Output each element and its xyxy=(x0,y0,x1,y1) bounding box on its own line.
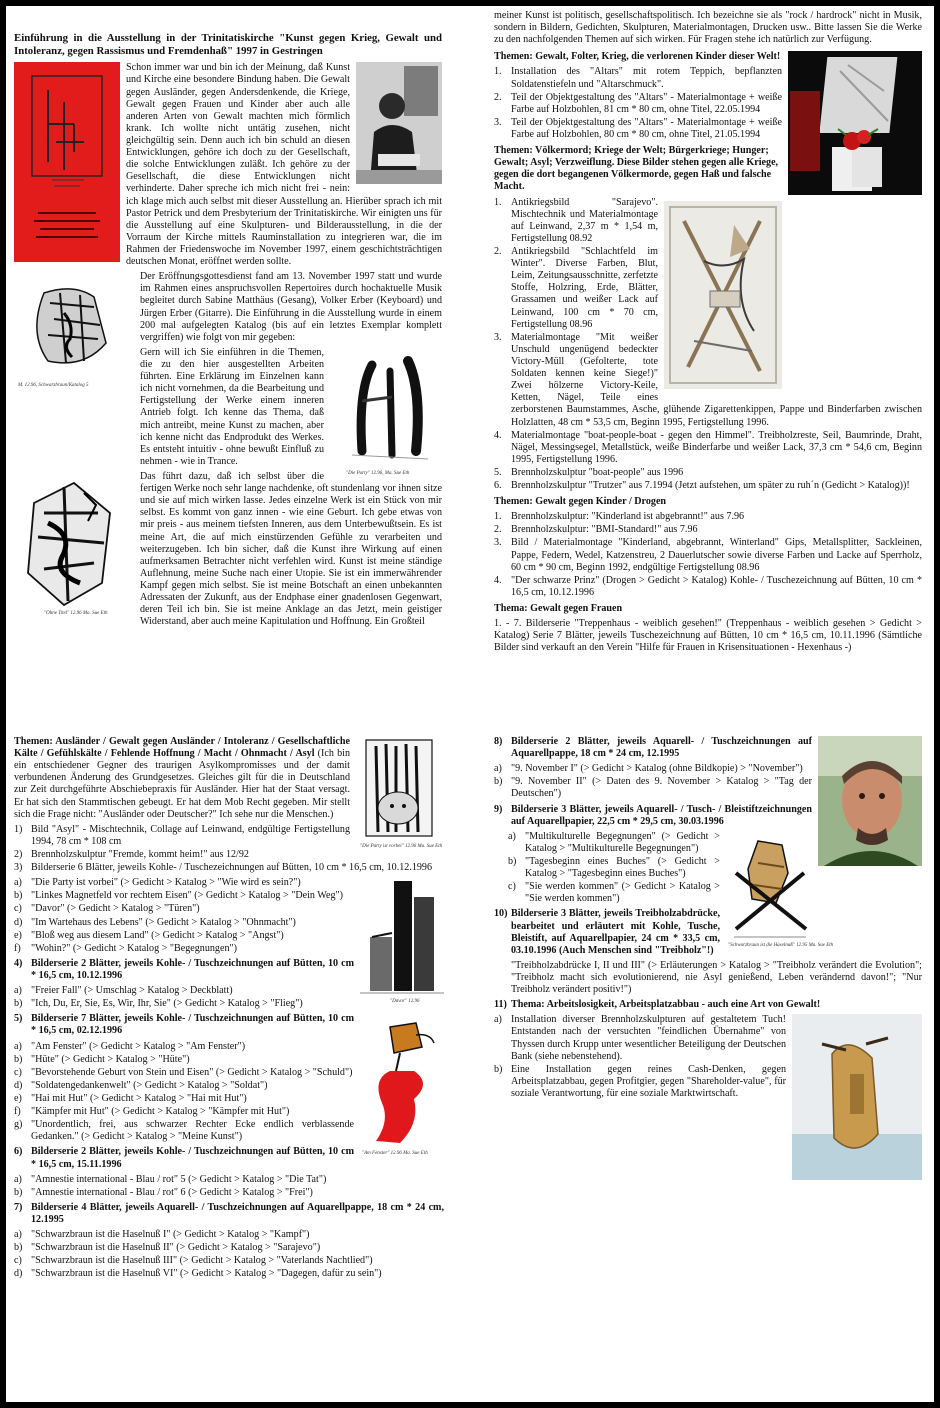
catalog-cover-drawing xyxy=(14,62,120,262)
intro-paragraph: Schon immer war und bin ich der Meinung, daß Kunst und Kirche eine besondere Bindung haben. Die Gewalt gegen Ausländer, gegen Andersdenkende, die Kriege, Gewalt gegen Frauen und Kinder aber auch alle anderen Arten von Gewalt machten mich förmlich krank. Ich wollte nicht untätig zusehen, nicht gleichgültig sein. Denn auch ich bin schuld an diesen Entwicklungen, gehöre ich doch zu der Gesellschaft, die solche Entwicklungen zuläßt. Ich gehöre zu der Gesellschaft, die diese Entwicklungen nicht verhinderte. Daher spreche ich mich nicht frei - nein: ich klage mich auch selbst mit dieser Ausstellung an. Hierüber sprach ich mit Pastor Petrick und dem Presbyterium der Trinitatiskirche. Wir einigten uns für die Ausstellung auf eine Skulpturen- und Bilderausstellung, in die der Vorraum der Kirche mittels Rauminstallation zu integrieren war, die im Rahmen der Friedenswoche im November 1997, einem geschichtsträchtigen deutschen Monat, eröffnet werden sollte. xyxy=(126,62,442,268)
list-marker: e) xyxy=(14,929,22,941)
list-marker: 7) xyxy=(14,1201,23,1213)
list-marker: b) xyxy=(14,1186,23,1198)
list-item-text: "Schwarzbraun ist die Haselnuß VI" (> Gedicht > Katalog > "Dagegen, dafür zu sein") xyxy=(31,1268,382,1280)
list-item-text: Brennholzskulptur "Fremde, kommt heim!" aus 12/92 xyxy=(31,848,249,860)
list-children xyxy=(494,511,922,599)
sub-list-item xyxy=(14,930,444,942)
women-series-paragraph: 1. - 7. Bilderserie "Treppenhaus - weiblich gesehen!" (Treppenhaus - weiblich gesehen > Gedicht > Katalog) Serie 7 Blätter, jeweils Tuschezeichnung auf Bütten, 10 cm * 16,5 cm, 10.11.1996 (Sämtliche Bilder sind verkauft an den Verein "Hilfe für Frauen in Krisensituationen - Hexenhaus -) xyxy=(494,618,922,654)
list-series-8 xyxy=(494,763,922,800)
sub-list-item xyxy=(14,1067,444,1079)
list-genocide xyxy=(494,197,922,493)
list-item-text: "Wohin?" (> Gedicht > Katalog > "Begegnungen") xyxy=(31,942,237,954)
list-marker: b) xyxy=(494,776,503,788)
list-series-4 xyxy=(14,985,444,1010)
list-item xyxy=(14,824,444,848)
list-marker: f) xyxy=(14,1106,21,1118)
list-marker: b) xyxy=(494,1063,503,1075)
list-marker: 2) xyxy=(14,848,23,860)
sketch-figure-2 xyxy=(332,351,442,481)
list-item-text: Eine Installation gegen reines Cash-Denken, gegen Arbeitsplatzabbau, gegen Profitgier, gegen "Shareholder-value", für soziale Verantwortung, für eine soziale Marktwirtschaft. xyxy=(511,1063,786,1099)
sub-list-item xyxy=(14,1229,444,1241)
list-item-text: Bilderserie 2 Blätter, jeweils Kohle- / Tuschzeichnungen auf Bütten, 10 cm * 16,5 cm, 15.11.1996 xyxy=(31,1146,354,1170)
list-item-5 xyxy=(14,1013,444,1037)
list-marker: 11) xyxy=(494,999,507,1011)
list-item-text: "Davor" (> Gedicht > Katalog > "Türen") xyxy=(31,903,200,915)
list-item-text: "Am Fenster" (> Gedicht > Katalog > "Am Fenster") xyxy=(31,1040,246,1052)
list-item-text: "Schwarzbraun ist die Haselnuß III" (> Gedicht > Katalog > "Vaterlands Nachtlied") xyxy=(31,1255,373,1267)
list-marker: 1. xyxy=(494,511,502,523)
list-item-text: Bilderserie 7 Blätter, jeweils Kohle- / Tuschzeichnungen auf Bütten, 10 cm * 16,5 cm, 02.12.1996 xyxy=(31,1013,354,1037)
list-series-9 xyxy=(508,831,922,906)
list-marker: d) xyxy=(14,1268,23,1280)
list-item xyxy=(494,467,922,479)
list-item-text: Bild / Materialmontage "Kinderland, abgebrannt, Winterland" Gips, Metallsplitter, Sackleinen, Pappe, Federn, Wedel, Katzenstreu, 2 Dauerlutscher sowie diverse Farben und Lacke auf Sperrholz, 60 cm * 90 cm, Beginn 1992, endgültige Fertigstellung 08.96 xyxy=(511,537,922,573)
themes-paragraph: Gern will ich Sie einführen in die Themen, die zu den hier ausgestellten Arbeiten führten. Eine Erklärung im Einzelnen kann ich nicht vornehmen, da die Bearbeitung und Fertigstellung der Werke einem inneren Antrieb folgt. Ich kenne das Thema, daß mich antreibt, meine Kunst zu machen, aber ich kenne nicht das Endprodukt des Werkes. Es entsteht intuitiv - ohne bewußt Einfluß zu nehmen - wie in Trance. xyxy=(140,346,324,467)
sub-list-item xyxy=(14,1242,444,1254)
list-item-text: Brennholzskulptur "Trutzer" aus 7.1994 (Jetzt aufstehen, um später zu ruh´n (Gedicht > Katalog))! xyxy=(511,480,910,492)
list-item-text: Teil der Objektgestaltung des "Altars" - Materialmontage + weiße Farbe auf Holzbohlen, 81 cm * 80 cm, ohne Titel, 22.05.1994 xyxy=(511,91,782,115)
sub-list-item xyxy=(508,881,922,905)
sketch-figure-1-drawing xyxy=(14,273,132,381)
sub-list-item xyxy=(14,1106,444,1118)
sub-list-item xyxy=(14,1080,444,1092)
list-foreigners xyxy=(14,824,444,874)
sketch-figure-3-drawing xyxy=(14,473,132,613)
list-item-text: Materialmontage "Mit weißer Unschuld ungenügend bedeckter Victory-Müll (Gefolterte, tote Soldaten kennen keine Siege!)" Zwei hölzerne Victory-Keile, Ketten, Nägel, Teile eines zerborstenen Baumstammes, Asche, glühende Zigarettenkippen, Pappe und Binderfarben zwischen Holzlatten, 48 cm * 53,5 cm, Beginn 1995, Fertigstellung 1996. xyxy=(511,331,922,428)
sub-list-item xyxy=(14,985,444,997)
sub-list-item xyxy=(14,1268,444,1280)
list-marker: 2. xyxy=(494,91,502,103)
list-item xyxy=(494,537,922,573)
catalog-cover-image xyxy=(14,62,120,262)
list-marker: 1. xyxy=(494,196,502,208)
list-item-9 xyxy=(494,804,922,828)
list-marker: c) xyxy=(508,881,516,893)
list-item-text: "Amnestie international - Blau / rot" 5 (> Gedicht > Katalog > "Die Tat") xyxy=(31,1173,327,1185)
sketch-caption-7: "Schwarzbraun ist die Haselnuß" 12.95 Ma. Sue Eth xyxy=(728,942,834,948)
list-item-text: Brennholzskulptur "boat-people" aus 1996 xyxy=(511,466,684,478)
list-item xyxy=(494,66,922,90)
sub-list-item xyxy=(14,1054,444,1066)
list-item xyxy=(14,958,444,982)
list-item xyxy=(14,1146,444,1170)
section-heading-foreigners: Themen: Ausländer / Gewalt gegen Ausländer / Intoleranz / Gesellschaftliche Kälte / Gefühlskälte / Fehlende Hoffnung / Macht / Ohnmacht / Asyl xyxy=(14,736,350,760)
list-marker: c) xyxy=(14,903,22,915)
list-item-text: "Tagesbeginn eines Buches" (> Gedicht > Katalog > "Tagesbeginn eines Buches") xyxy=(525,855,720,880)
list-item-text: "Linkes Magnetfeld vor rechtem Eisen" (> Gedicht > Katalog > "Dein Weg") xyxy=(31,890,344,902)
list-marker: a) xyxy=(14,1229,22,1241)
sub-list-item xyxy=(14,1119,444,1143)
list-series-6 xyxy=(14,1174,444,1199)
list-marker: b) xyxy=(508,855,517,867)
list-item-8 xyxy=(494,736,922,760)
page-4 xyxy=(494,736,922,1400)
list-item xyxy=(494,524,922,536)
list-item-text: Bilderserie 3 Blätter, jeweils Aquarell- / Tusch- / Bleistiftzeichnungen auf Aquarellpapier, 22,5 cm * 29,5 cm, 30.03.1996 xyxy=(511,803,812,827)
list-marker: b) xyxy=(14,1053,23,1065)
list-marker: 3. xyxy=(494,331,502,343)
list-marker: 9) xyxy=(494,803,503,815)
list-item-text: Antikriegsbild "Sarajevo". Mischtechnik und Materialmontage auf Leinwand, 2,37 m * 1,54 m, Fertigstellung 08.92 xyxy=(511,196,658,244)
list-series-11 xyxy=(494,1014,922,1100)
list-marker: 6. xyxy=(494,480,502,492)
list-item-text: Installation des "Altars" mit rotem Teppich, bepflanzten Soldatenstiefeln und "Altarschmuck". xyxy=(511,66,782,90)
list-item xyxy=(494,736,922,760)
section-heading-violence: Themen: Gewalt, Folter, Krieg, die verlorenen Kinder dieser Welt! xyxy=(494,51,781,63)
list-item xyxy=(494,999,922,1011)
document-sheet xyxy=(6,6,934,1402)
sketch-figure-1 xyxy=(14,273,132,391)
list-item-7 xyxy=(14,1202,444,1226)
sub-list-item xyxy=(494,1064,922,1100)
list-item-text: "Im Wartehaus des Lebens" (> Gedicht > Katalog > "Ohnmacht") xyxy=(31,916,296,928)
artist-photo-drawing xyxy=(356,62,442,184)
sub-list-item xyxy=(14,1041,444,1053)
list-marker: 4. xyxy=(494,429,502,441)
list-marker: d) xyxy=(14,916,23,928)
list-item-text: Teil der Objektgestaltung des "Altars" - Materialmontage + weiße Farbe auf Holzbohlen, 80 cm * 80 cm, ohne Titel, 21.05.1994 xyxy=(511,116,782,140)
list-item-4 xyxy=(14,958,444,982)
sub-list-item xyxy=(14,943,444,955)
sub-list-item xyxy=(14,917,444,929)
sketch-figure-3 xyxy=(14,473,132,623)
list-item-text: "Multikulturelle Begegnungen" (> Gedicht > Katalog > "Multikulturelle Begegnungen") xyxy=(525,830,720,854)
list-item-10 xyxy=(494,908,922,956)
list-marker: b) xyxy=(14,1242,23,1254)
list-violence xyxy=(494,66,922,141)
list-item xyxy=(494,92,922,116)
list-marker: 10) xyxy=(494,908,508,920)
sketch-caption-3: "Ohne Titel" 12.96 Ma. Sue Eth xyxy=(44,610,108,616)
list-item-text: "Kämpfer mit Hut" (> Gedicht > Katalog > "Kämpfer mit Hut") xyxy=(31,1106,290,1118)
list-item-text: "9. November I" (> Gedicht > Katalog (ohne Bildkopie) > "November") xyxy=(511,763,803,775)
list-item-text: "Hai mit Hut" (> Gedicht > Katalog > "Hai mit Hut") xyxy=(31,1092,247,1104)
page-3 xyxy=(14,736,444,1400)
list-item xyxy=(494,804,922,828)
list-marker: a) xyxy=(14,877,22,889)
list-item xyxy=(494,430,922,466)
page-title: Einführung in die Ausstellung in der Trinitatiskirche "Kunst gegen Krieg, Gewalt und Intoleranz, gegen Rassismus und Fremdenhaß" 1997 in Gestringen xyxy=(14,32,442,58)
list-item xyxy=(14,1013,444,1037)
list-item-text: "Der schwarze Prinz" (Drogen > Gedicht > Katalog) Kohle- / Tuschezeichnung auf Bütten, 10 cm * 16,5 cm, 10.12.1996 xyxy=(511,574,922,598)
list-item-text: "Bloß weg aus diesem Land" (> Gedicht > Katalog > "Angst") xyxy=(31,929,284,941)
list-item-text: "Die Party ist vorbei" (> Gedicht > Katalog > "Wie wird es sein?") xyxy=(31,877,301,889)
list-item-6 xyxy=(14,1146,444,1170)
list-marker: a) xyxy=(14,1040,22,1052)
list-item-text: Bilderserie 2 Blätter, jeweils Aquarell- / Tuschzeichnungen auf Aquarellpappe, 18 cm * 24 cm, 12.1995 xyxy=(511,736,812,760)
list-marker: 4. xyxy=(494,574,502,586)
list-item xyxy=(494,246,922,331)
sub-list-item xyxy=(14,998,444,1010)
list-item-text: Materialmontage "boat-people-boat - gegen den Himmel". Treibholzreste, Seil, Baumrinde, Draht, Nägel, Messingsegel, Metallstück, weiße Binderfarbe und weißer Lack, 37,3 cm * 54,6 cm, Beginn 1995, Fertigstellung 1996. xyxy=(511,429,922,465)
list-item xyxy=(494,480,922,492)
sub-list-item xyxy=(14,877,444,889)
list-marker: a) xyxy=(508,830,516,842)
list-item-text: "9. November II" (> Daten des 9. November > Katalog > "Tag der Deutschen") xyxy=(511,776,812,800)
artist-photo xyxy=(356,62,442,184)
list-marker: 4) xyxy=(14,957,23,969)
list-item xyxy=(494,332,922,429)
list-marker: c) xyxy=(14,1066,22,1078)
sub-list-item xyxy=(14,1255,444,1267)
list-item-text: Bilderserie 2 Blätter, jeweils Kohle- / Tuschzeichnungen auf Bütten, 10 cm * 16,5 cm, 10.12.1996 xyxy=(31,957,354,981)
art-intro-paragraph: meiner Kunst ist politisch, gesellschaftspolitisch. Ich bezeichne sie als "rock / hardrock" nicht in Musik, sondern in Bildern, Gedichten, Skulpturen, Materialmontagen, Drucken usw.. Bitte lassen Sie die Werke zu den nachfolgenden Themen auf sich wirken. Für Fragen stehe ich natürlich zur Verfügung. xyxy=(494,10,922,46)
list-marker: b) xyxy=(14,998,23,1010)
list-marker: b) xyxy=(14,890,23,902)
sub-list-item xyxy=(508,831,922,855)
list-marker: e) xyxy=(14,1092,22,1104)
list-marker: 5. xyxy=(494,466,502,478)
section-heading-children: Themen: Gewalt gegen Kinder / Drogen xyxy=(494,496,667,508)
sketch-figure-2-drawing xyxy=(332,351,442,471)
sketch-caption-6: "Am Fenster" 12.96 Ma. Sue Eth xyxy=(362,1151,428,1157)
driftwood-paragraph: "Treibholzabdrücke I, II und III" (> Erläuterungen > Katalog > "Treibholz verändert die Evolution"; "Treibholz macht sich evolutionierend, nie Asyl genießend, Leben verändernd davon!"; "Nur Treibholz verändert positiv!") xyxy=(511,959,922,996)
list-item-text: "Freier Fall" (> Umschlag > Katalog > Deckblatt) xyxy=(31,985,233,997)
list-item-text: "Amnestie international - Blau / rot" 6 (> Gedicht > Katalog > "Frei") xyxy=(31,1186,313,1198)
list-item xyxy=(494,117,922,141)
sub-list-item xyxy=(14,1093,444,1105)
list-item xyxy=(494,908,922,956)
sketch-caption-5: "Davor" 12.96 xyxy=(390,999,420,1005)
list-item-text: "Hüte" (> Gedicht > Katalog > "Hüte") xyxy=(31,1053,190,1065)
sub-list-item xyxy=(14,903,444,915)
list-item-text: "Bevorstehende Geburt von Stein und Eisen" (> Gedicht > Katalog > "Schuld") xyxy=(31,1066,353,1078)
opening-paragraph: Der Eröffnungsgottesdienst fand am 13. November 1997 statt und wurde im Rahmen eines anspruchsvollen Repertoires durch hochaktuelle Musik begleitet durch Sabine Matthäus (Gesang), Volker Erber (Keyboard) und Jürgen Erber (Gitarre). Die Einführung in die Ausstellung wurde in einem 200 mal aufgelegten Katalog (bis auf ein letztes Exemplar komplett vergriffen) wie folgt von mir gegeben: xyxy=(140,271,442,343)
list-marker: g) xyxy=(14,1119,23,1131)
foreigners-intro-text: (Ich bin ein entschiedener Gegner des traurigen Asylkompromisses und der damit verbundenen Änderung des Grundgesetzes. Gleiches gilt für die in Deutschland zur Zeit durchgeführte Abschiebepraxis für Ausländer. Hier hat der Staat versagt. Er hat sich den Stammtischen gebeugt. Er hat dem Mob Recht gegeben. Mir stellt sich die Frage nicht: "Ausländer oder Deutscher?" Ich sehe nur die Menschen.) xyxy=(14,748,350,820)
sub-list-item xyxy=(494,776,922,800)
page-1 xyxy=(14,32,442,696)
list-item xyxy=(494,575,922,599)
list-marker: 1. xyxy=(494,66,502,78)
list-item-text: Bilderserie 3 Blätter, jeweils Treibholzabdrücke, bearbeitet und erläutert mit Kohle, Tusche, Bleistift, auf Aquarellpapier, 24 cm * 33,5 cm, 03.10.1996 (Auch Menschen sind "Treibholz"!) xyxy=(511,908,720,956)
list-item-text: "Soldatengedankenwelt" (> Gedicht > Katalog > "Soldat") xyxy=(31,1079,268,1091)
list-item-text: Antikriegsbild "Schlachtfeld im Winter". Diverse Farben, Blut, Leim, Zeitungsausschnitte, zerfetzte Stoffe, Holzring, Erde, Blätter, Grassamen und weißer Lack auf Leinwand, 100 cm * 70 cm, Fertigstellung 08.96 xyxy=(511,245,658,330)
list-item-text: "Ich, Du, Er, Sie, Es, Wir, Ihr, Sie" (> Gedicht > Katalog > "Flieg") xyxy=(31,998,303,1010)
list-item-text: Brennholzskulptur: "BMI-Standard!" aus 7.96 xyxy=(511,524,698,536)
sub-list-item xyxy=(14,1174,444,1186)
list-item-text: Thema: Arbeitslosigkeit, Arbeitsplatzabbau - auch eine Art von Gewalt! xyxy=(511,999,821,1011)
list-marker: a) xyxy=(14,1173,22,1185)
list-series-3 xyxy=(14,877,444,955)
sketch-caption-2: "Die Party" 12.96, Ma. Sue Eth xyxy=(346,470,410,476)
list-item-11 xyxy=(494,999,922,1011)
list-item-text: Brennholzskulptur: "Kinderland ist abgebrannt!" aus 7.96 xyxy=(511,511,745,523)
list-item-text: Bilderserie 6 Blätter, jeweils Kohle- / Tuschezeichnungen auf Bütten, 10 cm * 16,5 cm, 10.12.1996 xyxy=(31,862,433,874)
list-marker: 2. xyxy=(494,245,502,257)
list-marker: 3. xyxy=(494,116,502,128)
list-marker: f) xyxy=(14,942,21,954)
list-item xyxy=(14,1202,444,1226)
list-marker: 1) xyxy=(14,823,23,835)
list-item xyxy=(494,511,922,523)
sub-list-item xyxy=(494,1014,922,1062)
list-marker: 5) xyxy=(14,1013,23,1025)
sketch-caption-1: M. 12.96, Schwarzbraun/Katalog 5 xyxy=(18,383,89,389)
list-marker: 2. xyxy=(494,524,502,536)
list-item xyxy=(494,197,922,245)
list-marker: a) xyxy=(14,985,22,997)
list-series-7 xyxy=(14,1229,444,1280)
list-item-text: "Unordentlich, frei, aus schwarzer Rechter Ecke endlich verblassende Gedanken." (> Gedicht > Katalog > "Meine Kunst") xyxy=(31,1119,354,1143)
list-item xyxy=(14,849,444,861)
list-item-text: Bild "Asyl" - Mischtechnik, Collage auf Leinwand, endgültige Fertigstellung 1994, 78 cm * 108 cm xyxy=(31,823,350,847)
list-marker: c) xyxy=(14,1255,22,1267)
list-marker: a) xyxy=(494,1014,502,1026)
list-item xyxy=(14,862,444,874)
section-heading-genocide: Themen: Völkermord; Kriege der Welt; Bürgerkriege; Hunger; Gewalt; Asyl; Verzweiflung. Diese Bilder stehen gegen alle Kriege, gegen die dort begangenen Völkermorde, gegen Haß und falsche Macht. xyxy=(494,145,779,193)
list-item-text: "Sie werden kommen" (> Gedicht > Katalog > "Sie werden kommen") xyxy=(525,881,720,905)
list-item-text: Bilderserie 4 Blätter, jeweils Aquarell- / Tuschzeichnungen auf Aquarellpappe, 18 cm * 24 cm, 12.1995 xyxy=(31,1201,444,1225)
sub-list-item xyxy=(14,890,444,902)
list-marker: 6) xyxy=(14,1146,23,1158)
sketch-caption-4: "Die Party ist vorbei" 12.96 Ma. Sue Eth xyxy=(360,844,443,849)
list-marker: d) xyxy=(14,1079,23,1091)
sub-list-item xyxy=(14,1187,444,1199)
list-marker: 3. xyxy=(494,537,502,549)
list-item-text: "Schwarzbraun ist die Haselnuß I" (> Gedicht > Katalog > "Kampf") xyxy=(31,1229,310,1241)
reflection-paragraph: Das führt dazu, daß ich selbst über die fertigen Werke noch sehr lange nachdenke, oft stundenlang vor ihnen sitze und sie auf mich wirken lasse. Jedes einzelne Werk ist ein Stück von mir selbst. Es kommt von ganz innen - wie eine Geburt. Ich gebe etwas von mir preis - aus meinem tiefsten Inneren, aus dem Unterbewußtsein. Es ist meine Art, die auf mich einstürzenden Gefühle zu verarbeiten und weiterzugeben. Ich bin sicher, daß die Kunst ihre Wirkung auf einen aufmerksamen Betrachter nicht verfehlen wird. Kunst ist meine ständige Auflehnung, meine Suche nach einer Utopie. Sie ist ein immerwährender Kampf gegen mich selbst. Sie ist meine Botschaft an einen unbekannten Adressaten der Zukunft, aus der Endphase einer gnadenlosen Gegenwart, deren Teil ich bin. Sie ist meine Anklage an das Jetzt, mein geistiger Widerstand, aber auch meine Kapitulation und Hoffnung. Ein Großteil xyxy=(140,470,442,628)
section-heading-women: Thema: Gewalt gegen Frauen xyxy=(494,603,623,615)
sub-list-item xyxy=(494,763,922,775)
list-item-text: Installation diverser Brennholzskulpturen auf gestaltetem Tuch! Entstanden nach der versuchten "feindlichen Übernahme" von Thyssen durch Krupp unter wesentlicher Beteiligung der Deutschen Bank (siehe nebenstehend). xyxy=(511,1014,786,1062)
sub-list-item xyxy=(508,856,922,880)
page-2 xyxy=(494,10,922,686)
list-item-text: "Schwarzbraun ist die Haselnuß II" (> Gedicht > Katalog > "Sarajevo") xyxy=(31,1242,321,1254)
list-marker: 3) xyxy=(14,862,23,874)
list-marker: a) xyxy=(494,763,502,775)
list-marker: 8) xyxy=(494,736,503,747)
